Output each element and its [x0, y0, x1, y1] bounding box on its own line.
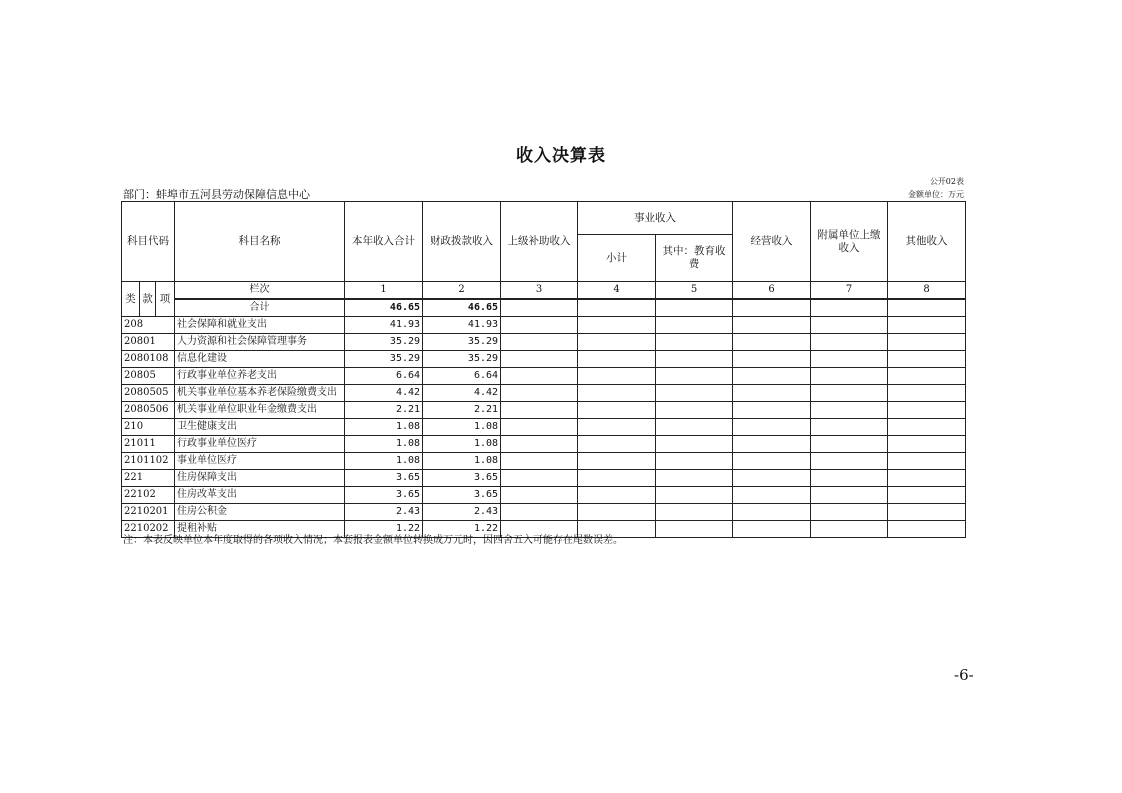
row-total: 1.22 [345, 521, 423, 538]
row-total: 1.08 [345, 419, 423, 436]
row-fiscal: 35.29 [423, 334, 501, 351]
row-code: 2101102 [122, 453, 175, 470]
row-code: 221 [122, 470, 175, 487]
header-xiang: 项 [156, 282, 175, 317]
header-code: 科目代码 [122, 202, 175, 282]
table-row [122, 334, 966, 351]
col-num: 5 [656, 282, 733, 300]
row-fiscal: 6.64 [423, 368, 501, 385]
row-fiscal: 4.42 [423, 385, 501, 402]
form-number: 公开02表 [929, 177, 964, 186]
col-num: 2 [423, 282, 501, 300]
department-label: 部门：蚌埠市五河县劳动保障信息中心 [123, 188, 310, 201]
table-row [122, 487, 966, 504]
row-code: 20805 [122, 368, 175, 385]
row-name: 提租补贴 [175, 521, 345, 538]
income-table [121, 201, 966, 538]
row-fiscal: 3.65 [423, 487, 501, 504]
row-code: 2210201 [122, 504, 175, 521]
header-kuan: 款 [140, 282, 156, 317]
table-row [122, 402, 966, 419]
table-row [122, 419, 966, 436]
table-row [122, 368, 966, 385]
row-fiscal: 1.08 [423, 419, 501, 436]
row-fiscal: 35.29 [423, 351, 501, 368]
row-total: 1.08 [345, 436, 423, 453]
row-fiscal: 41.93 [423, 317, 501, 334]
row-total: 3.65 [345, 487, 423, 504]
row-name: 机关事业单位基本养老保险缴费支出 [175, 385, 345, 402]
row-fiscal: 2.43 [423, 504, 501, 521]
row-total: 1.08 [345, 453, 423, 470]
table-row [122, 470, 966, 487]
header-lei: 类 [122, 282, 140, 317]
total-row-label: 合计 [175, 299, 345, 317]
row-name: 住房改革支出 [175, 487, 345, 504]
row-code: 2080506 [122, 402, 175, 419]
row-code: 21011 [122, 436, 175, 453]
row-total: 3.65 [345, 470, 423, 487]
row-total: 2.21 [345, 402, 423, 419]
row-name: 行政事业单位养老支出 [175, 368, 345, 385]
row-total: 41.93 [345, 317, 423, 334]
header-total: 本年收入合计 [345, 202, 423, 282]
row-fiscal: 1.08 [423, 453, 501, 470]
row-code: 22102 [122, 487, 175, 504]
page-number: -6- [954, 666, 974, 684]
row-total: 6.64 [345, 368, 423, 385]
table-row [122, 504, 966, 521]
header-operating: 经营收入 [733, 202, 811, 282]
table-note: 注：本表反映单位本年度取得的各项收入情况；本套报表金额单位转换成万元时，因四舍五入可能存在尾数误差。 [123, 535, 623, 546]
row-name: 人力资源和社会保障管理事务 [175, 334, 345, 351]
row-name: 行政事业单位医疗 [175, 436, 345, 453]
row-total: 4.42 [345, 385, 423, 402]
row-code: 210 [122, 419, 175, 436]
row-name: 社会保障和就业支出 [175, 317, 345, 334]
row-fiscal: 1.22 [423, 521, 501, 538]
header-fiscal: 财政拨款收入 [423, 202, 501, 282]
col-num: 1 [345, 282, 423, 300]
row-fiscal: 1.08 [423, 436, 501, 453]
header-name: 科目名称 [175, 202, 345, 282]
row-name: 信息化建设 [175, 351, 345, 368]
header-business-group: 事业收入 [578, 202, 733, 235]
table-row [122, 453, 966, 470]
col-num: 8 [888, 282, 966, 300]
row-fiscal: 2.21 [423, 402, 501, 419]
amount-unit-label: 金额单位：万元 [908, 190, 964, 199]
row-fiscal: 3.65 [423, 470, 501, 487]
row-name: 卫生健康支出 [175, 419, 345, 436]
total-row-total: 46.65 [345, 299, 423, 317]
row-total: 35.29 [345, 351, 423, 368]
row-code: 2080108 [122, 351, 175, 368]
page-title: 收入决算表 [516, 146, 606, 166]
table-row [122, 351, 966, 368]
header-business-edu: 其中：教育收费 [656, 235, 733, 282]
table-row [122, 317, 966, 334]
lanci-label: 栏次 [175, 282, 345, 300]
header-other: 其他收入 [888, 202, 966, 282]
header-superior: 上级补助收入 [501, 202, 578, 282]
row-name: 机关事业单位职业年金缴费支出 [175, 402, 345, 419]
total-row-fiscal: 46.65 [423, 299, 501, 317]
row-code: 20801 [122, 334, 175, 351]
table-row [122, 436, 966, 453]
row-code: 208 [122, 317, 175, 334]
col-num: 6 [733, 282, 811, 300]
col-num: 4 [578, 282, 656, 300]
table-row [122, 385, 966, 402]
row-code: 2210202 [122, 521, 175, 538]
header-business-subtotal: 小计 [578, 235, 656, 282]
header-affiliated: 附属单位上缴收入 [811, 202, 888, 282]
row-total: 35.29 [345, 334, 423, 351]
row-name: 住房公积金 [175, 504, 345, 521]
col-num: 3 [501, 282, 578, 300]
row-total: 2.43 [345, 504, 423, 521]
row-name: 住房保障支出 [175, 470, 345, 487]
row-name: 事业单位医疗 [175, 453, 345, 470]
col-num: 7 [811, 282, 888, 300]
row-code: 2080505 [122, 385, 175, 402]
